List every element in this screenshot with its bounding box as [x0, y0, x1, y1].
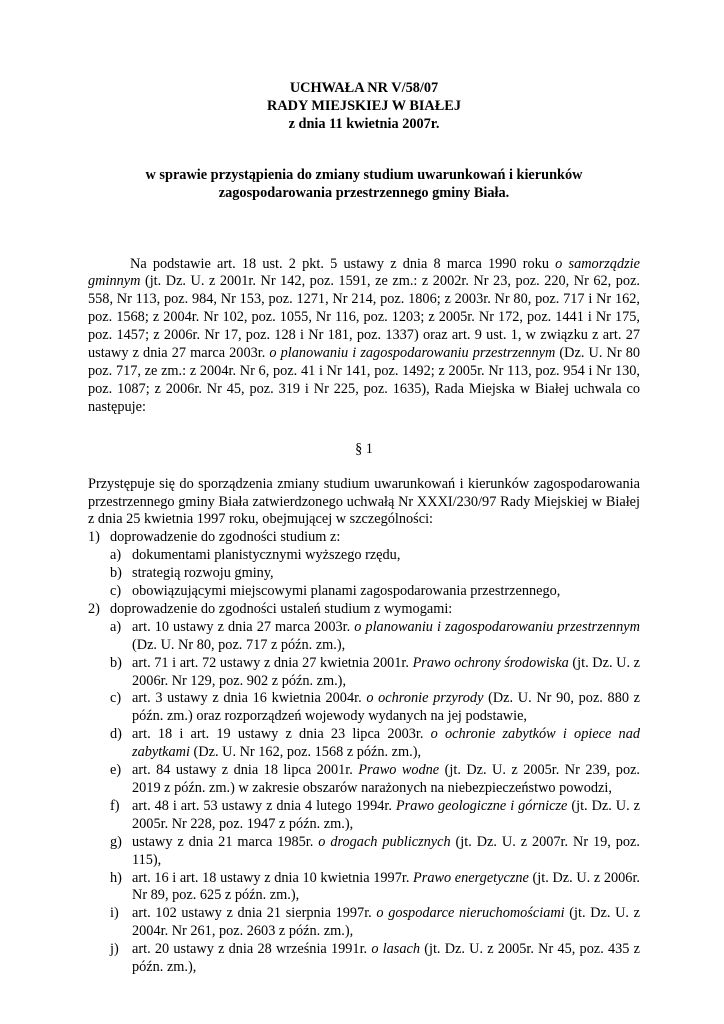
sublist-citation: (Dz. U. Nr 80, poz. 717 z późn. zm.), — [132, 636, 346, 653]
act-title: Prawo wodne — [358, 762, 440, 779]
resolution-date: z dnia 11 kwietnia 2007r. — [288, 115, 440, 132]
council-name: RADY MIEJSKIEJ W BIAŁEJ — [267, 97, 461, 114]
preamble-text-3: (Dz. U. Nr 80 poz. 717, ze zm.: z 2004r. Nr 6, poz. 41 i Nr 141, poz. 1492; z 2005r. Nr 113, poz. 954 i Nr 130, poz. 1087; z 2006r. Nr 45, poz. 319 i Nr 225, poz. 1635), Rada Miejska w Białej uchwala co następuje: — [88, 345, 640, 415]
sublist-item — [88, 655, 640, 691]
sublist-text: art. 18 i art. 19 ustawy z dnia 23 lipca 2003r. — [132, 726, 431, 743]
sublist-citation: (jt. Dz. U. z 2005r. Nr 45, poz. 435 z późn. zm.), — [132, 941, 640, 976]
sublist-citation: (jt. Dz. U. z 2006r. Nr 89, poz. 625 z późn. zm.), — [132, 869, 640, 904]
sublist-text: art. 84 ustawy z dnia 18 lipca 2001r. — [132, 762, 359, 779]
sublist-item — [88, 619, 640, 655]
document-content — [88, 80, 640, 977]
act-title: o ochronie zabytków i opiece nad zabytkami — [132, 726, 640, 761]
sublist-label: g) — [110, 833, 122, 850]
sublist-citation: (jt. Dz. U. z 2006r. Nr 129, poz. 902 z późn. zm.), — [132, 654, 640, 689]
sublist-text: art. 71 i art. 72 ustawy z dnia 27 kwietnia 2001r. — [132, 654, 413, 671]
sublist-item — [88, 941, 640, 977]
sublist-item — [88, 870, 640, 906]
preamble-act-title-1: o samorządzie gminnym — [88, 255, 641, 290]
act-title: Prawo ochrony środowiska — [412, 654, 569, 671]
list-item-text: doprowadzenie do zgodności ustaleń studium z wymogami: — [110, 600, 453, 617]
sublist-label: c) — [110, 583, 122, 600]
sublist-label: j) — [110, 941, 119, 958]
sublist-label: h) — [110, 869, 122, 886]
sublist-citation: (Dz. U. Nr 90, poz. 880 z późn. zm.) oraz rozporządzeń wojewody wydanych na jej podstawie, — [132, 690, 641, 725]
section-heading: § 1 — [355, 440, 373, 457]
sublist-item — [88, 798, 640, 834]
list-item-text: doprowadzenie do zgodności studium z: — [110, 529, 341, 546]
sublist-text: obowiązującymi miejscowymi planami zagospodarowania przestrzennego, — [132, 583, 561, 600]
list-number: 1) — [88, 529, 100, 546]
sublist-label: b) — [110, 565, 122, 582]
sublist-citation: (jt. Dz. U. z 2007r. Nr 19, poz. 115), — [132, 833, 640, 868]
preamble-text-2: (jt. Dz. U. z 2001r. Nr 142, poz. 1591, ze zm.: z 2002r. Nr 23, poz. 220, Nr 62, poz. 558, Nr 113, poz. 984, Nr 153, poz. 1271, Nr 214, poz. 1806; z 2003r. Nr 80, poz. 717 i Nr 162, poz. 1568; z 2004r. Nr 102, poz. 1055, Nr 116, poz. 1203; z 2005r. Nr 172, poz. 1441 i Nr 175, poz. 1457; z 2006r. Nr 17, poz. 128 i Nr 181, poz. 1337) oraz art. 9 ust. 1, w związku z art. 27 ustawy z dnia 27 marca 2003r. — [88, 273, 640, 362]
sublist-text: art. 3 ustawy z dnia 16 kwietnia 2004r. — [132, 690, 367, 707]
sublist-label: f) — [110, 797, 120, 814]
sublist — [88, 547, 640, 601]
sublist-item — [88, 905, 640, 941]
sublist-label: i) — [110, 905, 119, 922]
list-item — [88, 529, 640, 547]
sublist-label: d) — [110, 726, 122, 743]
list-number: 2) — [88, 600, 100, 617]
section-intro: Przystępuje się do sporządzenia zmiany studium uwarunkowań i kierunków zagospodarowania przestrzennego gminy Biała zatwierdzonego uchwałą Nr XXXI/230/97 Rady Miejskiej w Białej z dnia 25 kwietnia 1997 roku, obejmującej w szczególności: — [88, 475, 640, 528]
sublist-item — [88, 726, 640, 762]
sublist-item — [88, 583, 640, 601]
sublist-label: b) — [110, 654, 122, 671]
sublist-text: dokumentami planistycznymi wyższego rzędu, — [132, 547, 401, 564]
list-item — [88, 601, 640, 619]
subject-line-1: w sprawie przystąpienia do zmiany studium uwarunkowań i kierunków — [145, 166, 583, 183]
sublist-item — [88, 834, 640, 870]
act-title: Prawo geologiczne i górnicze — [395, 797, 568, 814]
sublist-citation: (Dz. U. Nr 162, poz. 1568 z późn. zm.), — [189, 744, 422, 761]
sublist-text: ustawy z dnia 21 marca 1985r. — [132, 833, 319, 850]
preamble-text-1: Na podstawie art. 18 ust. 2 pkt. 5 ustawy z dnia 8 marca 1990 roku — [130, 255, 556, 272]
sublist-label: a) — [110, 547, 122, 564]
sublist — [88, 619, 640, 977]
sublist-citation: (jt. Dz. U. z 2005r. Nr 239, poz. 2019 z późn. zm.) w zakresie obszarów narażonych na niebezpieczeństwo powodzi, — [132, 762, 641, 796]
sublist-text: art. 10 ustawy z dnia 27 marca 2003r. — [132, 618, 355, 635]
act-title: o planowaniu i zagospodarowaniu przestrzennym — [354, 618, 640, 635]
sublist-label: c) — [110, 690, 122, 707]
resolution-number: UCHWAŁA NR V/58/07 — [289, 80, 439, 96]
sublist-text: art. 20 ustawy z dnia 28 września 1991r. — [132, 941, 372, 958]
act-title: Prawo energetyczne — [413, 869, 529, 886]
resolution-subject — [88, 167, 640, 203]
legal-basis-paragraph — [88, 256, 640, 417]
act-title: o drogach publicznych — [318, 833, 451, 850]
sublist-item — [88, 565, 640, 583]
sublist-citation: (jt. Dz. U. z 2005r. Nr 228, poz. 1947 z późn. zm.), — [132, 797, 640, 832]
sublist-item — [88, 690, 640, 726]
sublist-label: a) — [110, 618, 122, 635]
subject-line-2: zagospodarowania przestrzennego gminy Biała. — [218, 184, 510, 201]
sublist-label: e) — [110, 762, 122, 779]
act-title: o ochronie przyrody — [366, 690, 484, 707]
preamble-act-title-2: o planowaniu i zagospodarowaniu przestrzennym — [269, 345, 556, 362]
sublist-text: art. 48 i art. 53 ustawy z dnia 4 lutego 1994r. — [132, 797, 396, 814]
act-title: o gospodarce nieruchomościami — [376, 905, 565, 922]
sublist-citation: (jt. Dz. U. z 2004r. Nr 261, poz. 2603 z późn. zm.), — [132, 905, 640, 940]
act-title: o lasach — [371, 941, 421, 958]
resolution-header — [88, 80, 640, 134]
sublist-text: art. 102 ustawy z dnia 21 sierpnia 1997r. — [132, 905, 377, 922]
sublist-item — [88, 547, 640, 565]
sublist-text: strategią rozwoju gminy, — [132, 565, 274, 582]
sublist-text: art. 16 i art. 18 ustawy z dnia 10 kwietnia 1997r. — [132, 869, 414, 886]
sublist-item — [88, 762, 640, 798]
